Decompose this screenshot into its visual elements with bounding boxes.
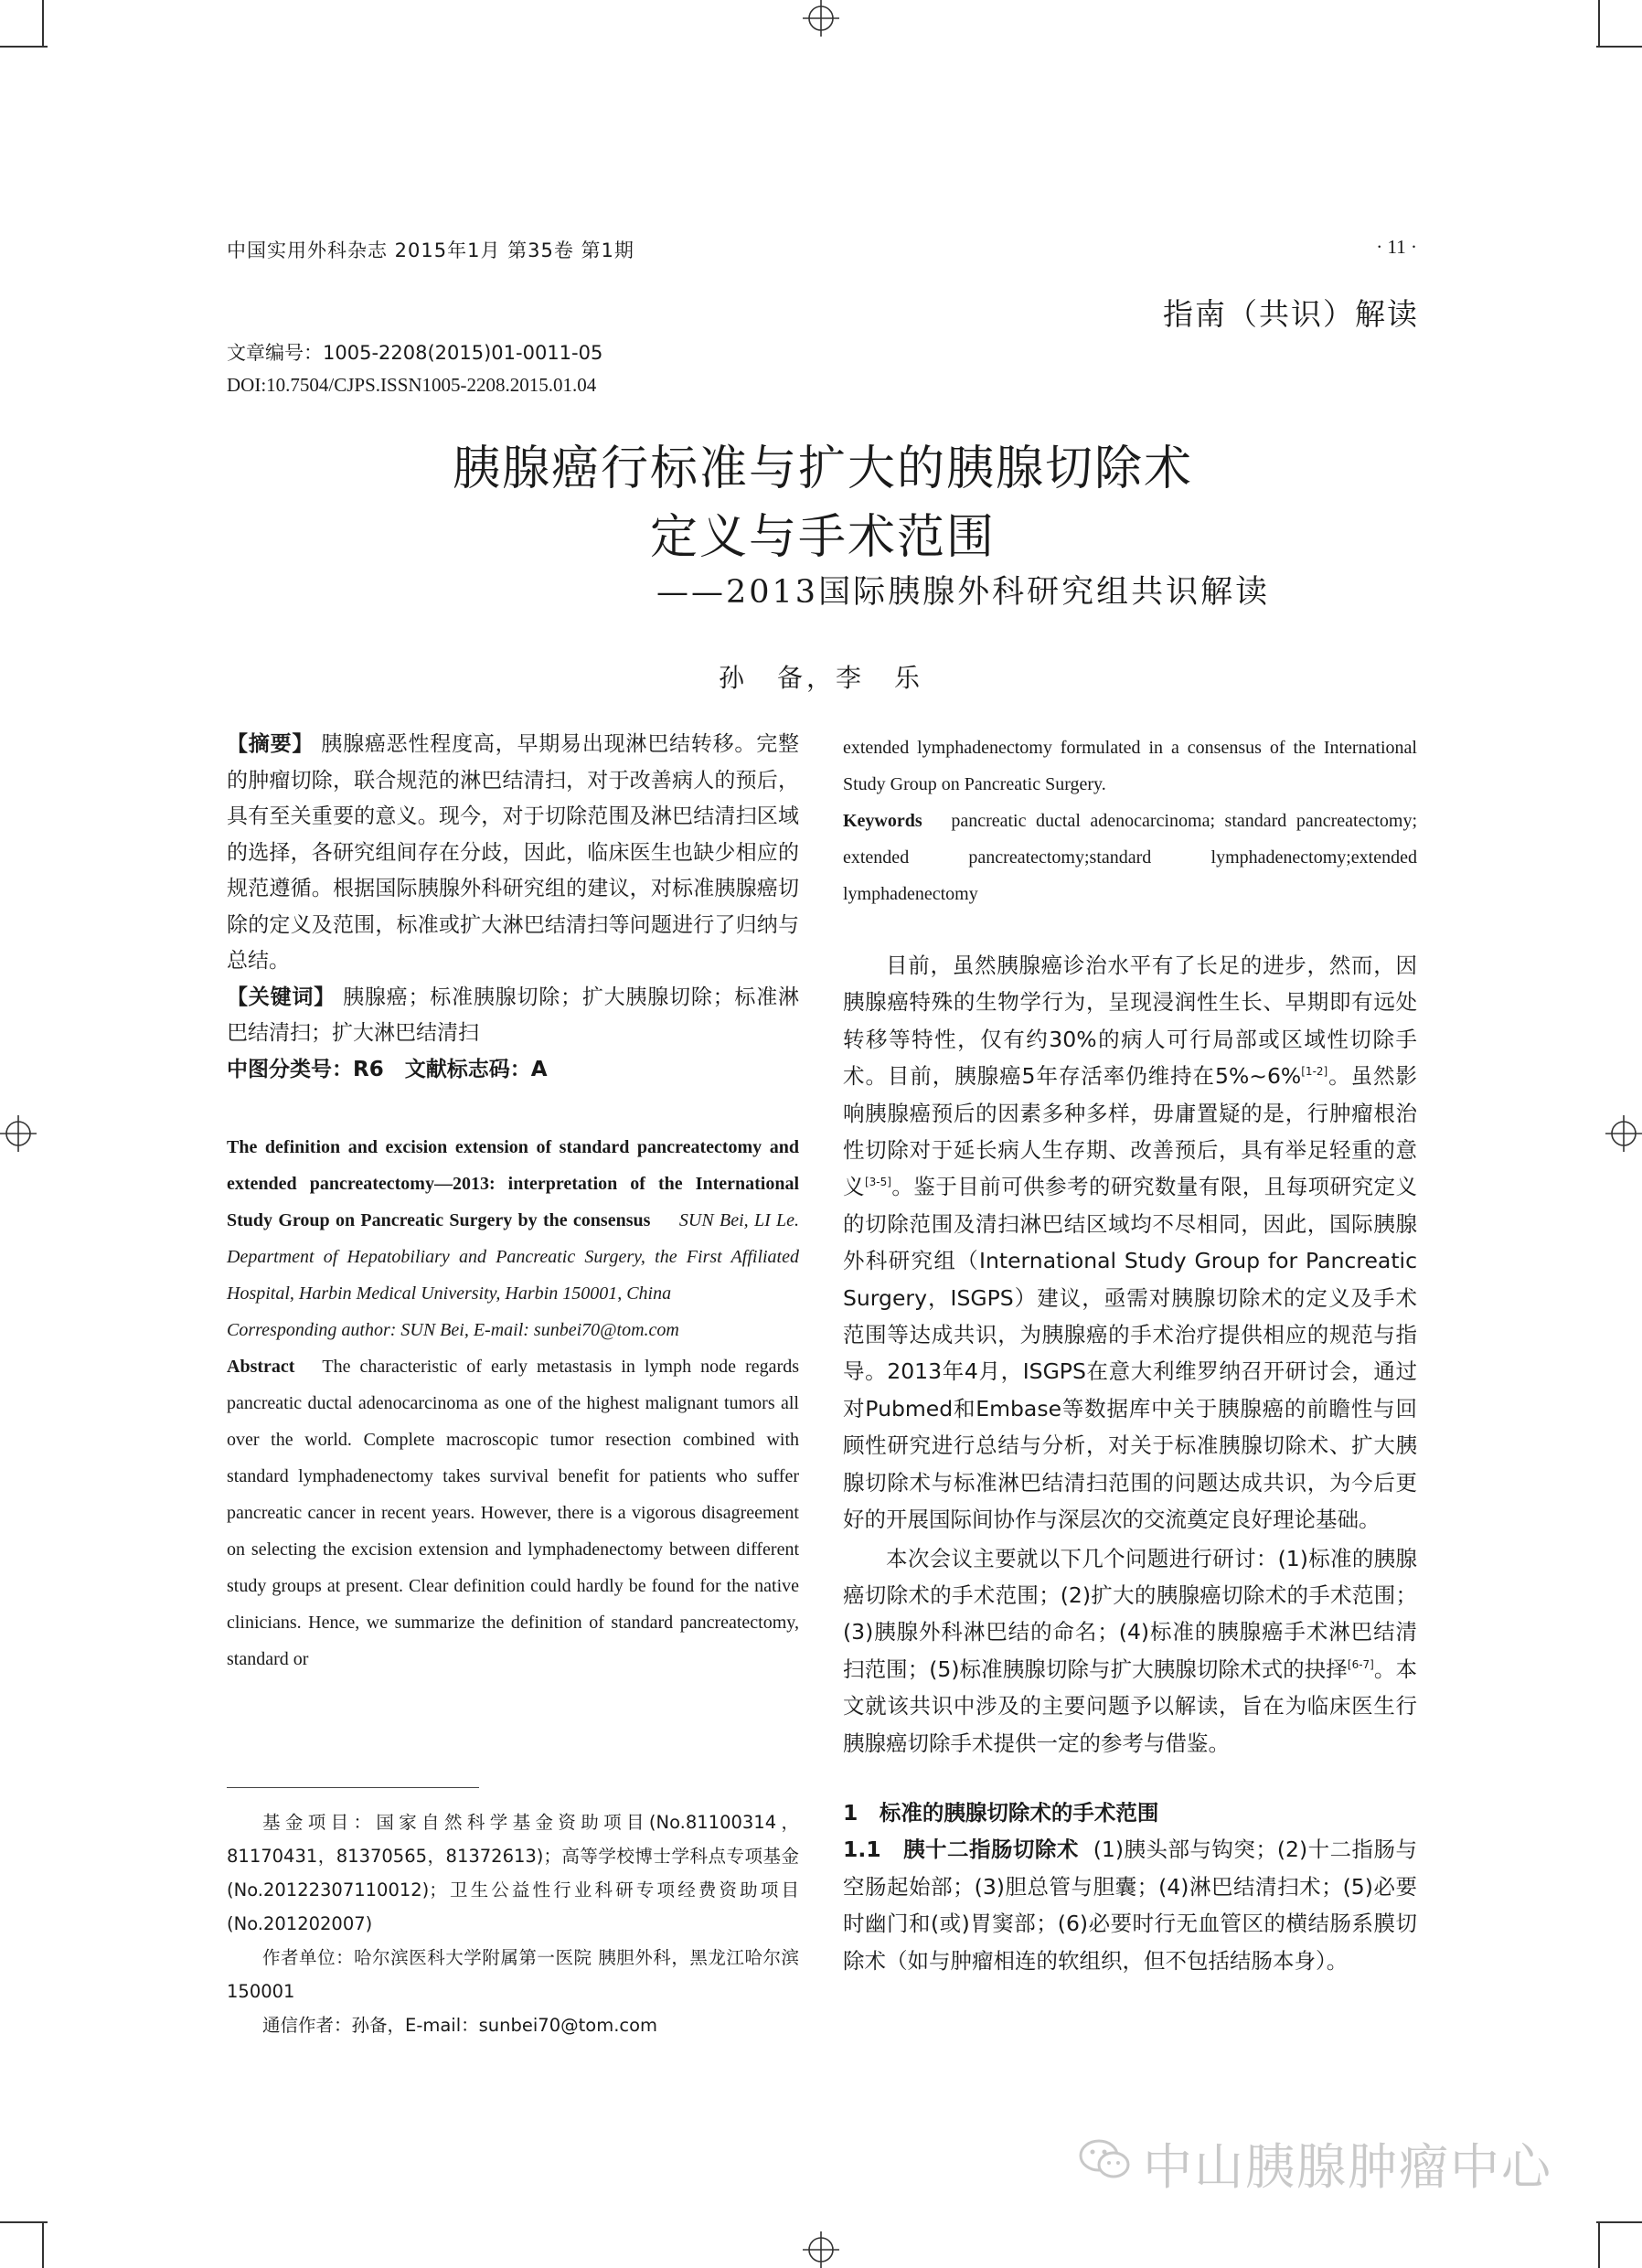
abstract-en-title: The definition and excision extension of standard pancreatectomy and extended pancreatectomy—2013: interpretation of the International Study Group on Pancreatic Surgery by the consensus: [227, 1137, 799, 1230]
abstract-en-text: The characteristic of early metastasis in lymph node regards pancreatic ductal adenocarcinoma as one of the highest malignant tumors all over the world. Complete macroscopic tumor resection combined with standard lymphadenectomy takes survival benefit for patients who suffer pancreatic cancer in recent years. However, there is a vigorous disagreement on selecting the excision extension and lymphadenectomy between different study groups at present. Clear definition could hardly be found for the native clinicians. Hence, we summarize the definition of standard pancreatectomy, standard or: [227, 1357, 800, 1669]
crop-mark: [1596, 2221, 1642, 2223]
corresponding-author: Corresponding author: SUN Bei, E-mail: sunbei70@tom.com: [227, 1320, 679, 1340]
abstract-en-continued: [843, 729, 1417, 912]
citation: [6-7]: [1347, 1657, 1374, 1671]
abstract-en-label: Abstract: [227, 1357, 295, 1377]
crop-mark: [42, 0, 44, 48]
abstract-en-block: [227, 1129, 799, 1677]
left-column: [227, 727, 799, 1088]
page-number: · 11 ·: [1376, 236, 1417, 258]
keywords-cn-text: 胰腺癌；标准胰腺切除；扩大胰腺切除；标准淋巴结清扫；扩大淋巴结清扫: [227, 985, 800, 1045]
journal-header: 中国实用外科杂志 2015年1月 第35卷 第1期: [227, 240, 634, 261]
keywords-en-text: pancreatic ductal adenocarcinoma; standard pancreatectomy; extended pancreatectomy;standard lymphadenectomy;extended lymphadenectomy: [843, 811, 1418, 904]
classification: 中图分类号：R6 文献标志码：A: [227, 1057, 548, 1081]
abstract-en: [227, 1348, 799, 1677]
citation: [3-5]: [864, 1176, 891, 1189]
article-id: 文章编号：1005-2208(2015)01-0011-05: [227, 342, 603, 364]
funding-note: 基金项目：国家自然科学基金资助项目(No.81100314，81170431，81370565，81372613)；高等学校博士学科点专项基金(No.20122307110012)；卫生公益性行业科研专项经费资助项目(No.201202007): [227, 1812, 799, 1934]
wechat-icon: [1077, 2135, 1132, 2183]
citation: [1-2]: [1301, 1065, 1328, 1079]
registration-mark-icon: [0, 1115, 37, 1152]
crop-mark: [42, 2221, 44, 2268]
body-text-run: (1)胰头部与钩突；(2)十二指肠与空肠起始部；(3)胆总管与胆囊；(4)淋巴结清扫术；(5)必要时幽门和(或)胃窦部；(6)必要时行无血管区的横结肠系膜切除术（如与肿瘤相连的软组织，但不包括结肠本身）。: [843, 1837, 1417, 1974]
abstract-en-cont: extended lymphadenectomy formulated in a consensus of the International Study Group on Pancreatic Surgery.: [843, 738, 1417, 794]
body-text-run: 本次会议主要就以下几个问题进行研讨：(1)标准的胰腺癌切除术的手术范围；(2)扩大的胰腺癌切除术的手术范围；(3)胰腺外科淋巴结的命名；(4)标准的胰腺癌手术淋巴结清扫范围；(5)标准胰腺切除与扩大胰腺切除术式的抉择: [843, 1545, 1417, 1682]
abstract-cn-label: 【摘要】: [227, 732, 315, 756]
crop-mark: [1598, 2221, 1600, 2268]
subsection-heading: 1.1 胰十二指肠切除术: [843, 1837, 1079, 1863]
crop-mark: [1596, 46, 1642, 48]
page-subtitle: ——2013国际胰腺外科研究组共识解读: [656, 574, 1271, 611]
abstract-cn-text: 胰腺癌恶性程度高，早期易出现淋巴结转移。完整的肿瘤切除，联合规范的淋巴结清扫，对于改善病人的预后，具有至关重要的意义。现今，对于切除范围及淋巴结清扫区域的选择，各研究组间存在分歧，因此，临床医生也缺少相应的规范遵循。根据国际胰腺外科研究组的建议，对标准胰腺癌切除的定义及范围，标准或扩大淋巴结清扫等问题进行了归纳与总结。: [227, 732, 800, 973]
abstract-en-heading: [227, 1129, 799, 1312]
correspondence-note: 通信作者：孙备，E-mail：sunbei70@tom.com: [262, 2015, 658, 2036]
body-text-run: 。虽然影响胰腺癌预后的因素多种多样，毋庸置疑的是，行肿瘤根治性切除对于延长病人生存期、改善预后，具有举足轻重的意义: [843, 1063, 1417, 1200]
abstract-cn: [227, 727, 799, 980]
keywords-cn: [227, 980, 799, 1052]
body-text-run: 。鉴于目前可供参考的研究数量有限，且每项研究定义的切除范围及清扫淋巴结区域均不尽相同，因此，国际胰腺外科研究组（International Study Group for Pancreatic Surgery，ISGPS）建议，亟需对胰腺切除术的定义及手术范围等达成共识，为胰腺癌的手术治疗提供相应的规范与指导。2013年4月，ISGPS在意大利维罗纳召开研讨会，通过对Pubmed和Embase等数据库中关于胰腺癌的前瞻性与回顾性研究进行总结与分析，对关于标准胰腺切除术、扩大胰腺切除术与标准淋巴结清扫范围的问题达成共识，为今后更好的开展国际间协作与深层次的交流奠定良好理论基础。: [843, 1174, 1418, 1533]
registration-mark-icon: [1605, 1115, 1642, 1152]
page-title-line2: 定义与手术范围: [649, 510, 996, 565]
crop-mark: [0, 46, 48, 48]
keywords-en-label: Keywords: [843, 811, 922, 831]
registration-mark-icon: [803, 2231, 839, 2268]
footnotes: [227, 1805, 799, 2042]
doi: DOI:10.7504/CJPS.ISSN1005-2208.2015.01.04: [227, 374, 597, 396]
authors: 孙 备，李 乐: [718, 663, 923, 693]
section-heading: 1 标准的胰腺切除术的手术范围: [843, 1799, 1159, 1826]
body-text-run: 目前，虽然胰腺癌诊治水平有了长足的进步，然而，因胰腺癌特殊的生物学行为，呈现浸润性生长、早期即有远处转移等特性，仅有约30%的病人可行局部或区域性切除手术。目前，胰腺癌5年存活率仍维持在5%~6%: [843, 953, 1417, 1090]
body-paragraph: [843, 947, 1417, 1539]
body-paragraph: [843, 1540, 1417, 1762]
crop-mark: [0, 2221, 48, 2223]
watermark: 中山胰腺肿瘤中心: [1143, 2138, 1552, 2196]
body-text: [843, 947, 1417, 1979]
body-text-run: 。本文就该共识中涉及的主要问题予以解读，旨在为临床医生行胰腺癌切除手术提供一定的参考与借鉴。: [843, 1656, 1418, 1756]
abstract-en-authors: SUN Bei, LI Le. Department of Hepatobiliary and Pancreatic Surgery, the First Affiliated Hospital, Harbin Medical University, Harbin 150001, China: [227, 1210, 800, 1304]
section-tag: 指南（共识）解读: [1163, 296, 1419, 332]
keywords-cn-label: 【关键词】: [227, 985, 336, 1009]
footnote-divider: [227, 1787, 479, 1788]
crop-mark: [1598, 0, 1600, 48]
page-title: 胰腺癌行标准与扩大的胰腺切除术: [452, 442, 1193, 496]
affiliation-note: 作者单位：哈尔滨医科大学附属第一医院 胰胆外科，黑龙江哈尔滨 150001: [227, 1947, 799, 2002]
registration-mark-icon: [803, 0, 839, 37]
body-paragraph: [843, 1831, 1417, 1979]
keywords-en: [843, 803, 1417, 912]
